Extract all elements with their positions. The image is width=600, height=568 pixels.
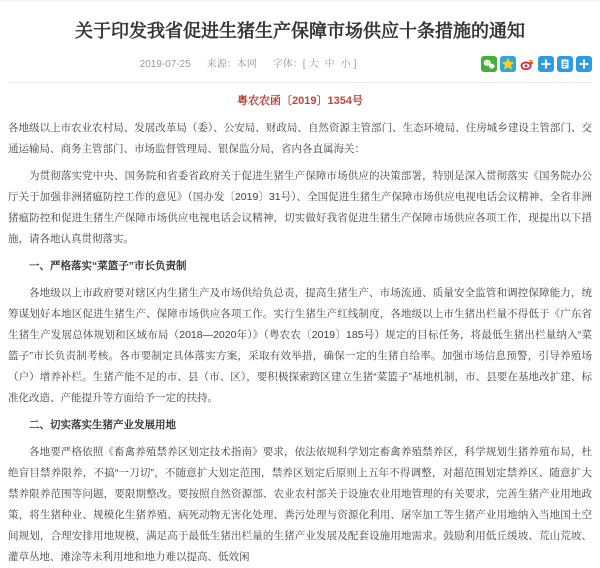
qzone-share-icon[interactable]: [500, 56, 516, 72]
section-2-paragraph: 各地要严格依照《畜禽养殖禁养区划定技术指南》要求，依法依规科学划定畜禽养殖禁养区，科学规划生猪养殖布局，杜绝盲目禁养限养，不搞“一刀切”，不随意扩大划定范围，禁养区划定后原则上五年不得调整，对超范围划定禁养区、随意扩大禁养限养范围等问题，要限期整改。要按照自然资源部、农业农村部关于设施农业用地管理的有关要求，完善生猪产业用地政策，将生猪种业、规模化生猪养殖、病死动物无害化处理、粪污处理与资源化利用、屠宰加工等生猪产业用地纳入当地国土空间规划，合理安排用地规模，满足高于最低生猪出栏量的生猪产业发展及配套设施用地需求。鼓励利用低丘缓坡、荒山荒坡、灌草丛地、滩涂等未利用地和地力难以提高、低效闲: [8, 446, 592, 563]
wechat-share-icon[interactable]: [481, 56, 497, 72]
weibo-share-icon[interactable]: [519, 56, 535, 72]
meta-info: [8, 56, 488, 74]
article-page: [0, 18, 600, 568]
intro-paragraph: 为贯彻落实党中央、国务院和省委省政府关于促进生猪生产保障市场供应的决策部署，特别是深入贯彻落实《国务院办公厅关于加强非洲猪瘟防控工作的意见》（国办发〔2019〕31号）、全国促进生猪生产保障市场供应电视电话会议精神、全省非洲猪瘟防控和促进生猪生产保障市场供应电视电话会议精神，切实做好我省促进生猪生产保障市场供应各项工作，现提出以下措施，请各地认真贯彻落实。: [8, 170, 592, 245]
font-size-suffix: ]: [353, 59, 357, 70]
section-1-paragraph: 各地级以上市政府要对辖区内生猪生产及市场供给负总责，提高生猪生产、市场流通、质量安全监管和调控保障能力，统筹谋划好本地区促进生猪生产、保障市场供应各项工作。实行生猪生产红线制度，各地级以上市生猪出栏量不得低于《广东省生猪生产发展总体规划和区域布局（2018—2020年）》（粤农农〔2019〕185号）规定的目标任务，将最低生猪出栏量纳入“菜篮子”市长负责制考核。各市要制定具体落实方案，采取有效举措，确保一定的生猪自给率。加强市场信息预警，引导养殖场（户）增养补栏。生猪产能不足的市、县（市、区），要积极探索跨区建立生猪“菜篮子”基地机制，市、县要在基地改扩建、标准化改造、产能提升等方面给予一定的扶持。: [8, 287, 592, 404]
document-number: 粤农农函〔2019〕1354号: [237, 95, 363, 107]
source-label: 来源：本网: [206, 59, 257, 70]
publish-date: 2019-07-25: [139, 59, 191, 70]
font-size-medium-link[interactable]: 中: [324, 59, 335, 70]
font-size-prefix: 字体：[: [272, 59, 306, 70]
article-body: [8, 118, 592, 568]
section-heading-1: 一、严格落实“菜篮子”市长负责制: [29, 260, 187, 272]
more-share-icon-alt[interactable]: [576, 56, 592, 72]
section-heading-2: 二、切实落实生猪产业发展用地: [29, 419, 176, 431]
recipients-paragraph: 各地级以上市农业农村局、发展改革局（委）、公安局、财政局、自然资源主管部门、生态环境局、住房城乡建设主管部门、交通运输局、商务主管部门、市场监督管理局、银保监分局，省内各直属海关：: [8, 122, 592, 155]
share-bar: [481, 56, 592, 72]
page-title: 关于印发我省促进生猪生产保障市场供应十条措施的通知: [75, 21, 525, 41]
font-size-small-link[interactable]: 小: [340, 59, 351, 70]
font-size-control: [273, 59, 357, 70]
meta-row: [8, 56, 592, 74]
copy-note-share-icon[interactable]: [557, 56, 573, 72]
font-size-large-link[interactable]: 大: [308, 59, 319, 70]
header-separator: [8, 82, 592, 83]
more-share-icon[interactable]: [538, 56, 554, 72]
